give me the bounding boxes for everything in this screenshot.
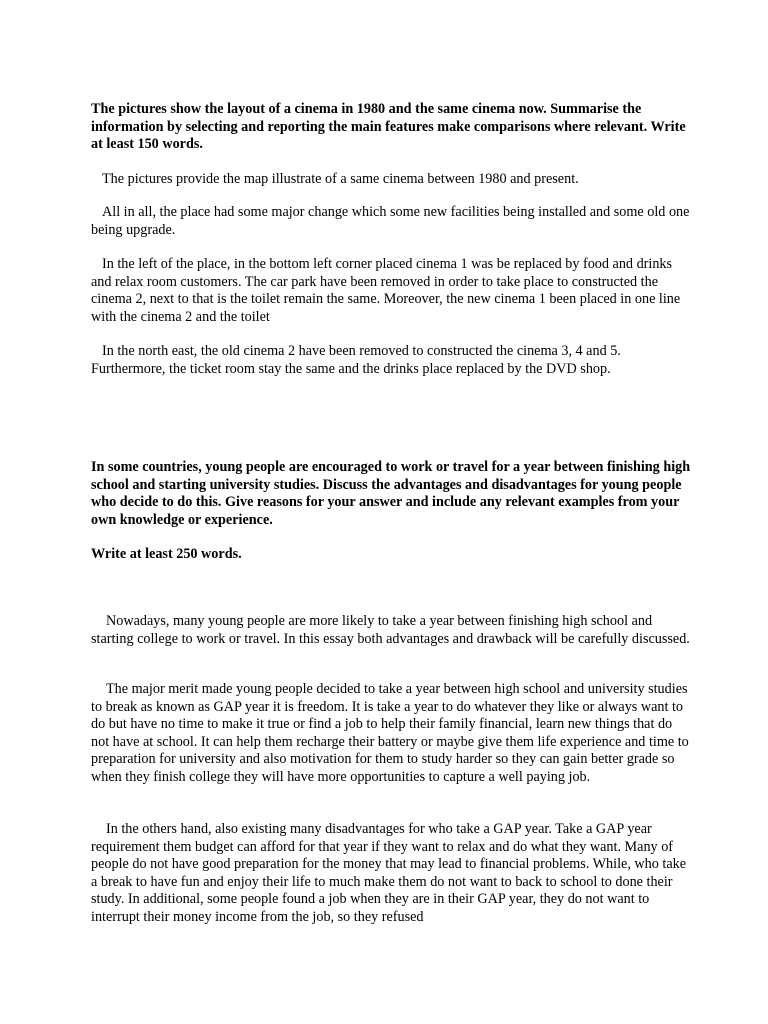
task2-word-requirement: Write at least 250 words.	[91, 546, 242, 562]
task2-paragraph-3: In the others hand, also existing many disadvantages for who take a GAP year. Take a GAP year requirement them budget can afford for that year if they want to relax and do what they want. Many of people do not have good preparation for the money that may lead to financial problems. While, who take a break to have fun and enjoy their life to much make them do not want to back to school to done their study. In additional, some people found a job when they are in their GAP year, they do not want to interrupt their money income from the job, so they refused	[91, 821, 687, 925]
task1-prompt: The pictures show the layout of a cinema in 1980 and the same cinema now. Summarise the information by selecting and reporting the main features make comparisons where relevant. Write at least 150 words.	[91, 101, 686, 153]
task1-paragraph-1: The pictures provide the map illustrate of a same cinema between 1980 and present.	[102, 171, 579, 187]
task1-paragraph-2: All in all, the place had some major change which some new facilities being installed and some old one being upgrade.	[91, 204, 690, 238]
task2-prompt: In some countries, young people are encouraged to work or travel for a year between finishing high school and starting university studies. Discuss the advantages and disadvantages for young people who decide to do this. Give reasons for your answer and include any relevant examples from your own knowledge or experience.	[91, 459, 691, 528]
task1-paragraph-4: In the north east, the old cinema 2 have been removed to constructed the cinema 3, 4 and 5. Furthermore, the ticket room stay the same and the drinks place replaced by the DVD shop.	[91, 343, 621, 377]
task2-paragraph-2: The major merit made young people decided to take a year between high school and university studies to break as known as GAP year it is freedom. It is take a year to do whatever they like or always want to do but have no time to make it true or find a job to help their family financial, learn new things that do not have at school. It can help them recharge their battery or maybe give them life experience and time to preparation for university and also motivation for them to study harder so they can gain better grade so when they finish college they will have more opportunities to capture a well paying job.	[91, 681, 689, 785]
task1-paragraph-3: In the left of the place, in the bottom left corner placed cinema 1 was be replaced by food and drinks and relax room customers. The car park have been removed in order to take place to constructed the cinema 2, next to that is the toilet remain the same. Moreover, the new cinema 1 been placed in one line with the cinema 2 and the toilet	[91, 256, 681, 325]
task2-paragraph-1: Nowadays, many young people are more likely to take a year between finishing high school and starting college to work or travel. In this essay both advantages and drawback will be carefully discussed.	[91, 613, 690, 647]
